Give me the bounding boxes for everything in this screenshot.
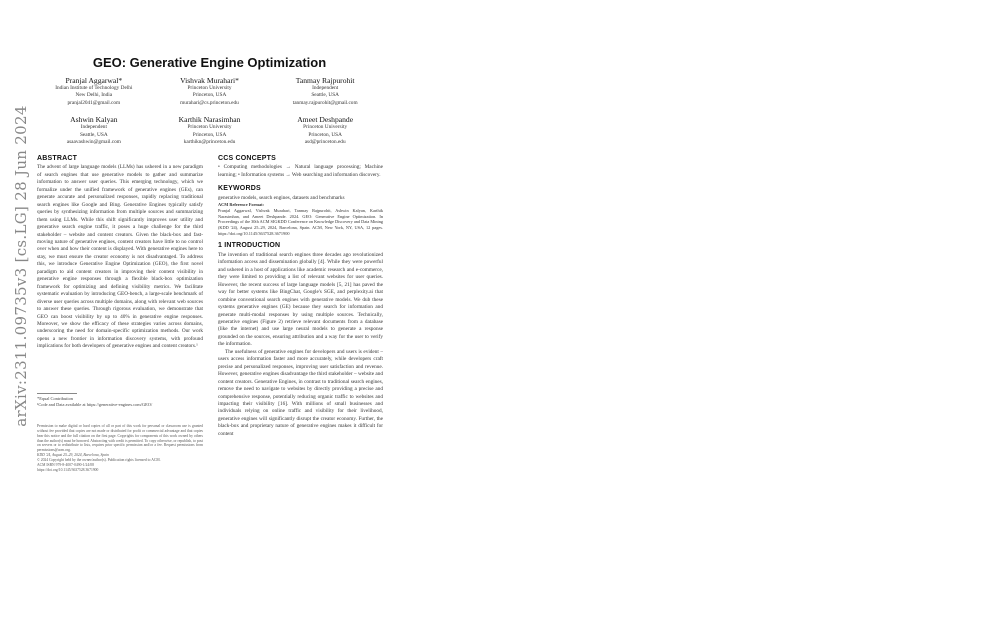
acm-reference-text: Pranjal Aggarwal, Vishvak Murahari, Tanmay Rajpurohit, Ashwin Kalyan, Karthik Narasimhan, and Ameet Deshpande. 2024. GEO: Generative Engine Optimization. In Proceedings of the 30th ACM SIGKDD Conference on Knowledge Discovery and Data Mining (KDD '24), August 25–29, 2024, Barcelona, Spain. ACM, New York, NY, USA, 12 pages. https://doi.org/10.1145/3637528.3671900 <box>218 207 383 236</box>
conference-line: KDD '24, August 25–29, 2024, Barcelona, Spain <box>37 453 109 458</box>
author-affiliation: Independent <box>80 124 107 131</box>
permission-block <box>37 424 203 472</box>
author-block <box>36 76 383 146</box>
author-email: karthikn@princeton.edu <box>183 139 236 146</box>
acm-reference <box>218 202 383 236</box>
acm-reference-heading: ACM Reference Format: <box>218 202 264 208</box>
author-affiliation: Princeton University <box>187 124 232 131</box>
abstract-heading: ABSTRACT <box>37 155 78 162</box>
author-email: pranjal2041@gmail.com <box>67 99 121 106</box>
author-location: Princeton, USA <box>192 92 227 99</box>
author-name: Ashwin Kalyan <box>70 115 118 125</box>
paper-title: GEO: Generative Engine Optimization <box>92 55 327 70</box>
right-column <box>218 155 383 438</box>
author-name: Pranjal Aggarwal* <box>65 76 123 85</box>
arxiv-stamp <box>8 105 34 427</box>
author-email: asd@princeton.edu <box>304 139 346 146</box>
author <box>36 115 152 146</box>
left-column <box>37 155 203 351</box>
abstract-text: The advent of large language models (LLMs) has ushered in a new paradigm of search engines that use generative models to gather and summarize information to answer user queries. This emerging technology, which we formalize under the unified framework of generative engines (GEs), can generate accurate and personalized responses, rapidly replacing traditional search engines like Google and Bing. Generative Engines typically satisfy queries by synthesizing information from multiple sources and summarizing them using LLMs. While this shift significantly improves user utility and generative search engine traffic, it poses a huge challenge for the third stakeholder – website and content creators. Given the black-box and fast-moving nature of generative engines, content creators have little to no control over when and how their content is displayed. With generative engines here to stay, we must ensure the creator economy is not disadvantaged. To address this, we introduce Generative Engine Optimization (GEO), the first novel paradigm to aid content creators in improving their content visibility in generative engine responses through a flexible black-box optimization framework for optimizing and defining visibility metrics. We facilitate systematic evaluation by introducing GEO-bench, a large-scale benchmark of diverse user queries across multiple domains, along with relevant web sources to answer these queries. Through rigorous evaluation, we demonstrate that GEO can boost visibility by up to 40% in generative engine responses. Moreover, we show the efficacy of these strategies varies across domains, underscoring the need for domain-specific optimization methods. Our work opens a new frontier in information discovery systems, with profound implications for both developers of generative engines and content creators.¹ <box>37 164 203 350</box>
author <box>267 115 383 146</box>
intro-paragraph: The usefulness of generative engines for developers and users is evident – users access information faster and more accurately, while developers craft precise and personalized responses, improving user satisfaction and revenue. However, generative engines disadvantage the third stakeholder – website and content creators. Generative Engines, in contrast to traditional search engines, remove the need to navigate to websites by directly providing a precise and comprehensive response, potentially reducing organic traffic to websites and impacting their visibility [16]. With millions of small businesses and individuals relying on online traffic and visibility for their livelihood, generative engines will significantly disrupt the creator economy. Further, the black-box and proprietary nature of generative engines makes it difficult for content <box>218 348 383 437</box>
footnotes <box>37 396 203 407</box>
keywords-text: generative models, search engines, datasets and benchmarks <box>218 194 345 201</box>
ccs-text: • Computing methodologies → Natural language processing; Machine learning; • Information systems → Web searching and information discovery. <box>218 164 383 178</box>
introduction-heading: 1 INTRODUCTION <box>218 242 281 250</box>
author-affiliation: Independent <box>312 85 339 91</box>
author <box>152 115 268 146</box>
author-email: murahari@cs.princeton.edu <box>180 99 239 106</box>
author-location: New Delhi, India <box>75 92 113 99</box>
footnote: *Equal Contribution <box>37 396 73 401</box>
author-name: Tanmay Rajpurohit <box>295 76 355 85</box>
author-location: Seattle, USA <box>79 131 108 138</box>
author-email: asaavashwin@gmail.com <box>66 139 121 146</box>
ccs-heading: CCS CONCEPTS <box>218 155 277 162</box>
author-location: Seattle, USA <box>311 92 339 99</box>
permission-text: Permission to make digital or hard copies of all or part of this work for personal or classroom use is granted without fee provided that copies are not made or distributed for profit or commercial advantage and that copies bear this notice and the full citation on the first page. Copyrights for components of this work owned by others than the author(s) must be honored. Abstracting with credit is permitted. To copy otherwise, or republish, to post on servers or to redistribute to lists, requires prior specific permission and/or a fee. Request permissions from permissions@acm.org. <box>37 424 203 453</box>
author-affiliation: Princeton University <box>187 85 232 91</box>
footnote: ¹Code and Data available at https://generative-engines.com/GEO/ <box>37 401 153 407</box>
isbn-line: ACM ISBN 979-8-4007-0490-1/24/08 <box>37 462 94 467</box>
author-affiliation: Princeton University <box>303 124 348 131</box>
author-location: Princeton, USA <box>308 131 342 138</box>
author-name: Karthik Narasimhan <box>178 115 241 125</box>
arxiv-stamp-text: arXiv:2311.09735v3 [cs.LG] 28 Jun 2024 <box>12 105 30 427</box>
author-location: Princeton, USA <box>192 131 227 138</box>
author-name: Ameet Deshpande <box>297 115 354 125</box>
author-name: Vishvak Murahari* <box>180 76 239 85</box>
keywords-heading: KEYWORDS <box>218 185 261 193</box>
intro-paragraph: The invention of traditional search engines three decades ago revolutionized information access and dissemination globally [4]. While they were powerful and ushered in a host of applications like academic research and e-commerce, they were limited to providing a list of relevant websites for user queries. However, the recent success of large language models [5, 21] has paved the way for better systems like BingChat, Google's SGE, and perplexity.ai that combine conventional search engines with generative models. We dub these systems generative engines (GE) because they search for information and generate multi-modal responses by using multiple sources. Technically, generative engines (Figure 2) retrieve relevant documents from a database (like the internet) and use large neural models to generate a response grounded on the sources, ensuring attribution and a way for the user to verify the information. <box>218 251 383 348</box>
author-affiliation: Indian Institute of Technology Delhi <box>55 85 133 91</box>
author <box>152 76 268 107</box>
author-email: tanmay.rajpurohit@gmail.com <box>292 99 358 106</box>
author <box>36 76 152 107</box>
copyright-line: © 2024 Copyright held by the owner/author(s). Publication rights licensed to ACM. <box>37 457 161 462</box>
doi-line: https://doi.org/10.1145/3637528.3671900 <box>37 467 99 472</box>
author <box>267 76 383 107</box>
footnote-rule <box>37 393 77 394</box>
